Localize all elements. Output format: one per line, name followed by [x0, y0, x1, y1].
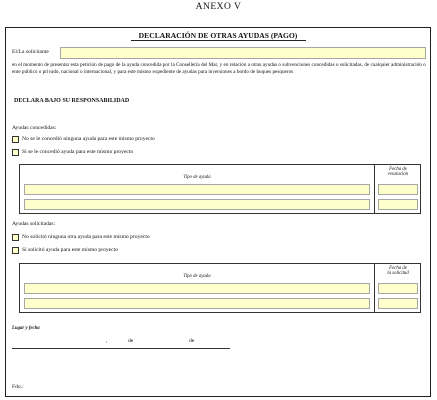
granted-yes-label: Si se le concedió ayuda para este mismo proyecto: [22, 149, 134, 155]
title-underline: [131, 40, 306, 41]
requested-heading: Ayudas solicitadas:: [12, 221, 56, 227]
declaration-statement: DECLARA BAJO SU RESPONSABILIDAD: [14, 98, 130, 104]
requested-col-type: Tipo de ayuda: [183, 274, 211, 279]
place-date-de-1: de: [128, 338, 134, 344]
place-date-comma: ,: [106, 338, 108, 344]
requested-none-label: No solicitó ninguna otra ayuda para este mismo proyecto: [22, 234, 150, 240]
annex-title: ANEXO V: [195, 2, 242, 12]
place-date-label: Lugar y fecha: [12, 326, 40, 331]
requested-row-1-date[interactable]: [378, 283, 418, 294]
declaration-form: [5, 27, 431, 397]
requested-row-1-type[interactable]: [24, 283, 370, 294]
signature-label: Fdo.:: [12, 384, 24, 390]
granted-row-2-date[interactable]: [378, 199, 418, 210]
applicant-field[interactable]: [60, 47, 426, 59]
place-date-line: [12, 348, 230, 349]
place-date-de-2: de: [189, 338, 195, 344]
granted-none-label: No se le concedió ninguna ayuda para este mismo proyecto: [22, 136, 155, 142]
form-title: DECLARACIÓN DE OTRAS AYUDAS (PAGO): [138, 31, 298, 40]
granted-heading: Ayudas concedidas:: [12, 125, 57, 131]
requested-yes-checkbox[interactable]: [12, 247, 19, 254]
granted-table: [19, 164, 421, 214]
granted-none-checkbox[interactable]: [12, 136, 19, 143]
granted-col-type: Tipo de ayuda: [183, 175, 211, 180]
applicant-label: El/La solicitante: [12, 49, 49, 55]
requested-row-2-date[interactable]: [378, 298, 418, 309]
requested-yes-label: Sí solicitó ayuda para este mismo proyecto: [22, 247, 119, 253]
granted-yes-checkbox[interactable]: [12, 149, 19, 156]
granted-row-1-type[interactable]: [24, 184, 370, 195]
granted-col-date: Fecha de resolución: [387, 167, 409, 177]
requested-none-checkbox[interactable]: [12, 234, 19, 241]
requested-row-2-type[interactable]: [24, 298, 370, 309]
intro-paragraph: en el momento de presentar esta petición de pago de la ayuda concedida por la Consellería del Mar, y en relación a otras ayudas o subvenciones concedidas o solicitadas, de cualquier administración o ente público o privado, nacional o internacional, y para este mismo expediente de ayudas para inversiones a bordo de buques pesqueros: [12, 62, 426, 75]
granted-row-2-type[interactable]: [24, 199, 370, 210]
granted-row-1-date[interactable]: [378, 184, 418, 195]
requested-table: [19, 263, 421, 313]
requested-col-date: Fecha de la solicitud: [387, 266, 409, 276]
